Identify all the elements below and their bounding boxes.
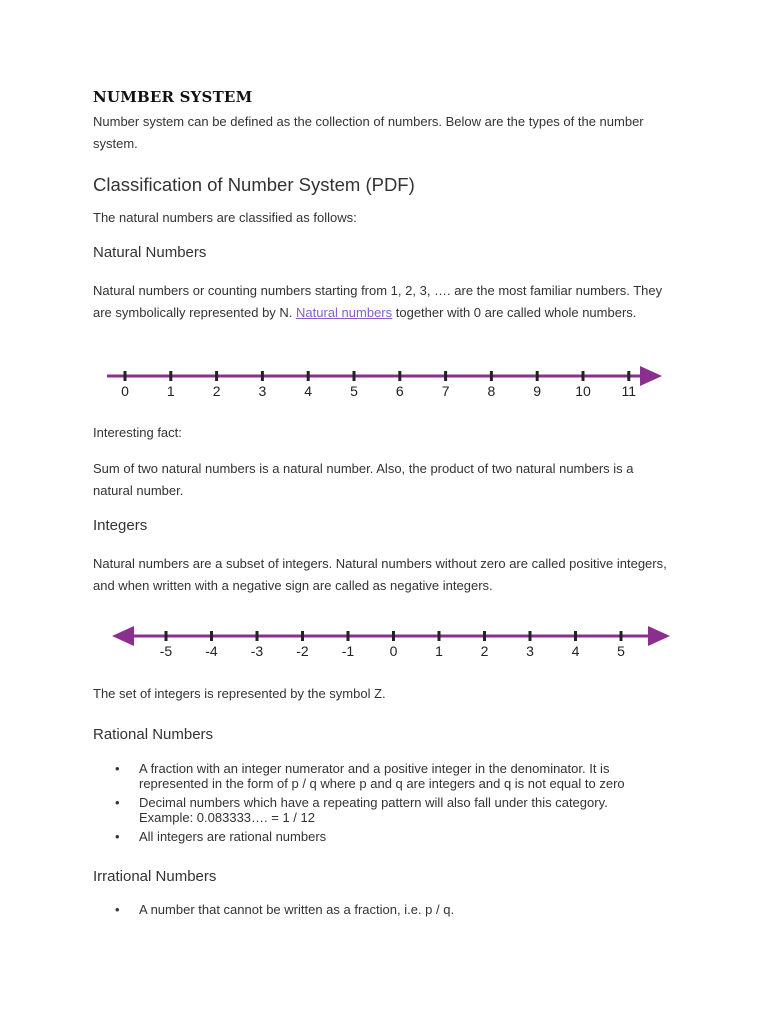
natural-numbers-heading: Natural Numbers xyxy=(93,244,207,261)
rational-bullet-2: Decimal numbers which have a repeating pattern will also fall under this category. Example: 0.083333…. = 1 / 12 xyxy=(139,795,608,825)
irrational-bullet-1: A number that cannot be written as a fraction, i.e. p / q. xyxy=(139,902,455,917)
list-item xyxy=(93,902,653,917)
tick-label: 2 xyxy=(212,383,221,399)
page-title: NUMBER SYSTEM xyxy=(93,88,253,106)
tick-label: -5 xyxy=(159,643,173,659)
tick-label: 0 xyxy=(389,643,398,659)
tick-label: 5 xyxy=(617,643,625,659)
tick-label: 1 xyxy=(166,383,175,399)
rational-bullet-1: A fraction with an integer numerator and a positive integer in the denominator. It is represented in the form of p / q where p and q are integers and q is not equal to zero xyxy=(139,761,625,791)
integers-numberline xyxy=(0,620,768,665)
list-item xyxy=(93,829,653,844)
tick-label: 5 xyxy=(350,383,358,399)
interesting-fact-label: Interesting fact: xyxy=(93,425,182,440)
rational-list xyxy=(93,761,653,848)
arrow-right-icon xyxy=(640,366,662,386)
natural-numbers-paragraph xyxy=(93,280,673,324)
bullet-icon: • xyxy=(115,902,120,917)
intro-paragraph: Number system can be defined as the collection of numbers. Below are the types of the number system. xyxy=(93,114,644,151)
classification-heading: Classification of Number System (PDF) xyxy=(93,174,415,195)
tick-label: 7 xyxy=(441,383,450,399)
arrow-right-icon xyxy=(648,626,670,646)
integers-symbol-text: The set of integers is represented by the symbol Z. xyxy=(93,686,386,701)
tick-label: -1 xyxy=(341,643,355,659)
integers-paragraph: Natural numbers are a subset of integers. Natural numbers without zero are called positive integers, and when written with a negative sign are called as negative integers. xyxy=(93,556,667,593)
tick-label: 2 xyxy=(480,643,489,659)
interesting-fact-text: Sum of two natural numbers is a natural number. Also, the product of two natural numbers is a natural number. xyxy=(93,461,634,498)
arrow-left-icon xyxy=(112,626,134,646)
tick-label: 10 xyxy=(575,383,591,399)
bullet-icon: • xyxy=(115,795,120,810)
bullet-icon: • xyxy=(115,761,120,776)
integers-heading: Integers xyxy=(93,517,148,534)
tick-label: 11 xyxy=(621,383,637,399)
natural-text-before: Natural numbers or counting numbers starting from 1, 2, 3, …. are the most familiar numbers. They are symbolically represented by N. xyxy=(93,283,663,320)
tick-label: 9 xyxy=(533,383,542,399)
irrational-numbers-heading: Irrational Numbers xyxy=(93,868,217,885)
rational-numbers-heading: Rational Numbers xyxy=(93,726,214,743)
classification-text: The natural numbers are classified as follows: xyxy=(93,210,357,225)
tick-label: 3 xyxy=(258,383,267,399)
natural-numberline xyxy=(0,360,768,405)
bullet-icon: • xyxy=(115,829,120,844)
list-item xyxy=(93,761,653,791)
tick-label: -4 xyxy=(205,643,218,659)
irrational-list xyxy=(93,902,653,921)
list-item xyxy=(93,795,653,825)
rational-bullet-3: All integers are rational numbers xyxy=(139,829,327,844)
tick-label: 4 xyxy=(304,383,313,399)
natural-text-after: together with 0 are called whole numbers. xyxy=(392,305,637,320)
tick-label: 0 xyxy=(121,383,129,399)
tick-label: 3 xyxy=(526,643,534,659)
tick-label: 4 xyxy=(571,643,580,659)
tick-label: 1 xyxy=(435,643,443,659)
tick-label: 6 xyxy=(395,383,404,399)
natural-numbers-link[interactable]: Natural numbers xyxy=(296,305,393,320)
tick-label: 8 xyxy=(487,383,496,399)
tick-label: -3 xyxy=(250,643,264,659)
tick-label: -2 xyxy=(296,643,309,659)
